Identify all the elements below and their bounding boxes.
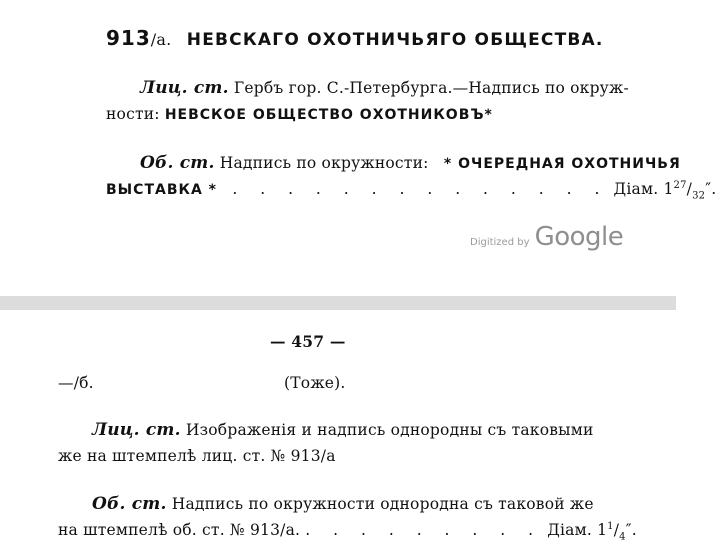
page-lower <box>0 310 676 560</box>
lower-reverse-text-1: Надпись по окружности однородна съ таковой же <box>171 495 594 513</box>
entry-id: —/б. <box>58 374 94 392</box>
lower-obverse-label: Лиц. ст. <box>92 420 181 440</box>
lower-reverse-label: Об. ст. <box>92 494 167 514</box>
lower-diameter-numerator: 1 <box>607 521 614 532</box>
reverse-line-2 <box>106 180 716 201</box>
reverse-line-1 <box>140 153 681 173</box>
lower-diameter-end: ″. <box>625 521 637 540</box>
page-separator <box>0 296 676 310</box>
obverse-label: Лиц. ст. <box>140 78 229 98</box>
leader-dots: . . . . . . . . . . . . . . <box>232 180 609 199</box>
obverse-text-1: Гербъ гор. С.-Петербурга.—Надпись по окруж- <box>233 79 629 97</box>
lower-diameter-label: Діам. 1 <box>547 521 608 540</box>
reverse-text-1a: Надпись по окружности: <box>219 154 429 172</box>
watermark-prefix: Digitized by <box>470 237 530 248</box>
lower-diameter-slash: / <box>613 521 620 540</box>
diameter-slash: / <box>686 180 693 199</box>
lower-reverse-line-1 <box>92 494 594 514</box>
page-number: — 457 — <box>270 332 346 351</box>
lower-reverse-text-2: на штемпелѣ об. ст. № 913/а. <box>58 521 301 540</box>
entry-same: (Тоже). <box>284 374 346 392</box>
google-watermark <box>470 222 623 252</box>
entry-heading <box>106 26 604 50</box>
diameter-end: ″. <box>705 180 716 199</box>
entry-suffix: /а. <box>150 30 172 49</box>
obverse-line-1 <box>140 78 629 98</box>
lower-obverse-line-2: же на штемпелѣ лиц. ст. № 913/а <box>58 447 336 465</box>
entry-number: 913 <box>106 26 151 50</box>
reverse-label: Об. ст. <box>140 153 215 173</box>
lower-diameter-denominator: 4 <box>619 531 626 543</box>
obverse-line-2 <box>106 105 493 123</box>
diameter-numerator: 27 <box>673 180 687 191</box>
reverse-legend-2: ВЫСТАВКА * <box>106 182 217 199</box>
lower-obverse-text-1: Изображенія и надпись однородны съ таковыми <box>185 421 594 439</box>
lower-leader-dots: . . . . . . . . . <box>305 521 543 540</box>
diameter-label: Діам. 1 <box>613 180 674 199</box>
obverse-text-2a: ности: <box>106 105 160 123</box>
diameter-denominator: 32 <box>692 190 706 202</box>
lower-reverse-line-2 <box>58 521 637 542</box>
reverse-legend-1: * ОЧЕРЕДНАЯ ОХОТНИЧЬЯ <box>443 156 681 172</box>
society-title: НЕВСКАГО ОХОТНИЧЬЯГО ОБЩЕСТВА. <box>186 30 604 50</box>
lower-obverse-line-1 <box>92 420 593 440</box>
obverse-legend: НЕВСКОЕ ОБЩЕСТВО ОХОТНИКОВЪ* <box>164 107 493 123</box>
watermark-brand: Google <box>534 222 624 252</box>
